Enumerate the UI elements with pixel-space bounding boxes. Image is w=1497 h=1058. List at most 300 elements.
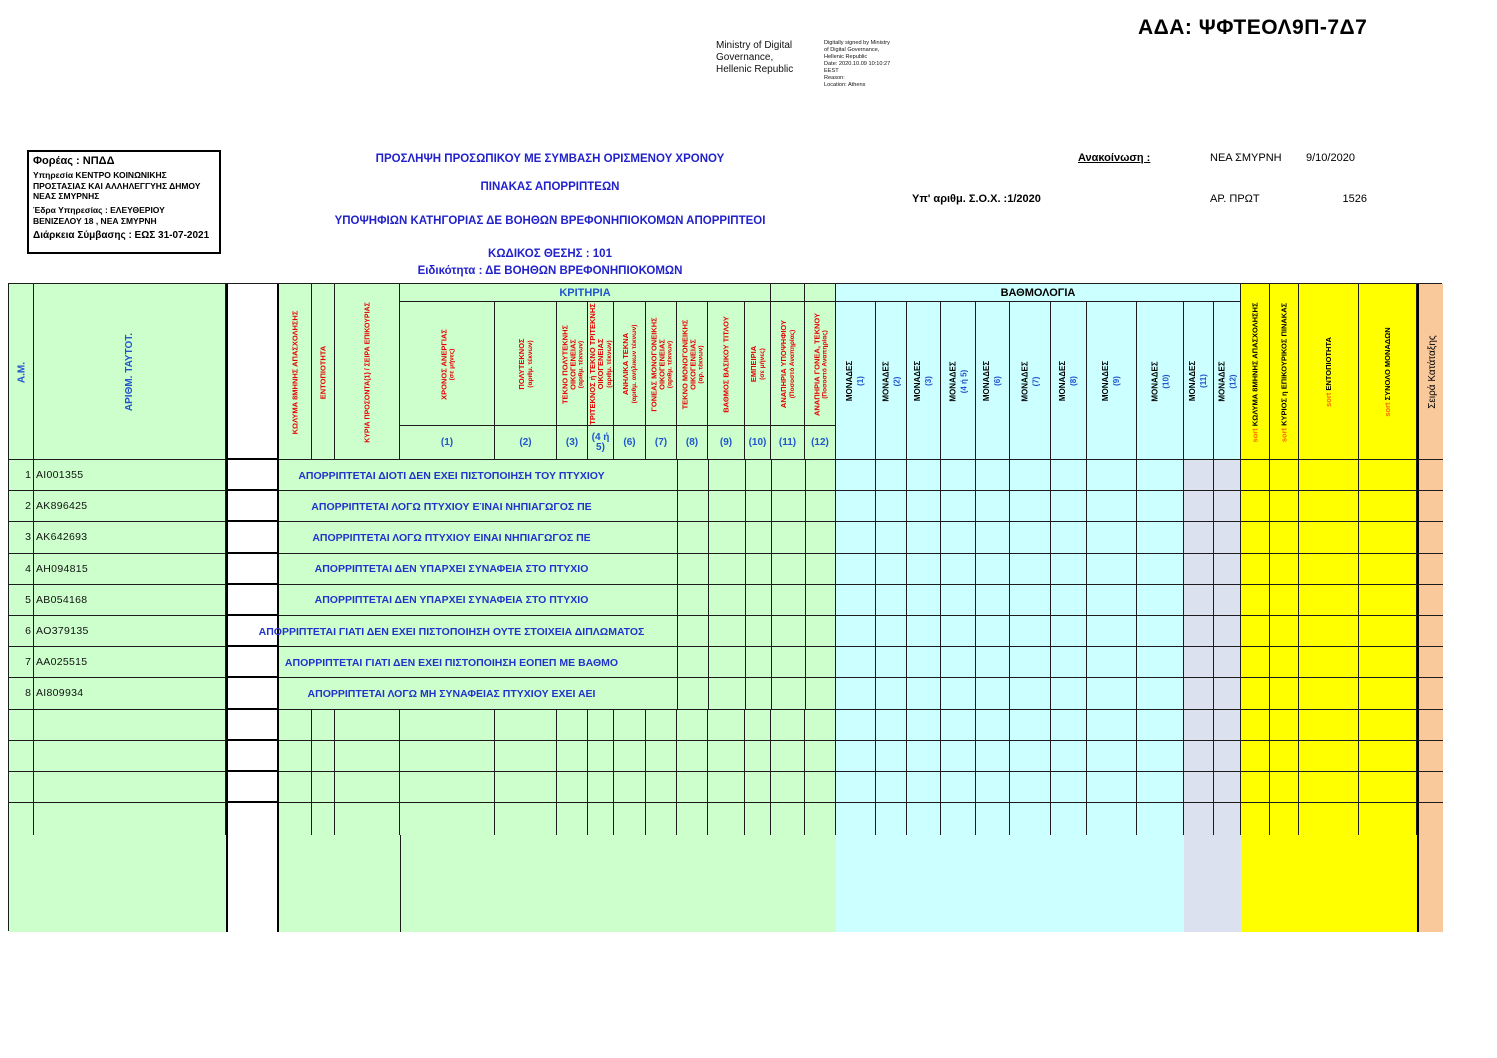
row-criteria-cell bbox=[646, 772, 677, 803]
stub-row-cell bbox=[1417, 803, 1443, 835]
grid-line bbox=[708, 554, 709, 584]
row-score-cell bbox=[941, 616, 976, 647]
row-score-cell bbox=[1417, 460, 1443, 491]
row-score-cell bbox=[1299, 491, 1359, 522]
signature-detail-line: Location: Athens bbox=[824, 81, 866, 88]
stub-row-cell bbox=[941, 803, 976, 835]
row-score-cell bbox=[976, 585, 1010, 616]
grid-line bbox=[745, 460, 746, 490]
criteria-name: ΓΟΝΕΑΣ ΜΟΝΟΓΟΝΕΙΚΗΣ ΟΙΚΟΓΕΝΕΙΑΣ bbox=[648, 316, 666, 412]
monades-number: (7) bbox=[1030, 376, 1040, 386]
row-score-cell bbox=[1010, 460, 1051, 491]
grid-line bbox=[708, 460, 709, 490]
row-score-cell bbox=[1137, 710, 1184, 741]
row-score-cell bbox=[1184, 616, 1214, 647]
column-header-criteria-0 bbox=[400, 302, 495, 426]
row-score-cell bbox=[876, 554, 907, 585]
monades-number: (4 ή 5) bbox=[958, 369, 968, 393]
grid-line bbox=[745, 554, 746, 584]
sort-prefix: sort bbox=[1323, 392, 1333, 407]
row-score-cell bbox=[1299, 741, 1359, 772]
row-score-cell bbox=[907, 741, 941, 772]
stub-row-cell bbox=[805, 803, 836, 835]
row-score-cell bbox=[1087, 616, 1137, 647]
row-score-cell bbox=[907, 554, 941, 585]
column-header-criteria-4 bbox=[614, 302, 646, 426]
stub-row-cell bbox=[876, 803, 907, 835]
grid-line bbox=[677, 554, 678, 584]
row-score-cell bbox=[907, 647, 941, 678]
column-header-kyria-prosonta bbox=[335, 284, 400, 460]
row-score-cell bbox=[1299, 585, 1359, 616]
row-score-cell bbox=[1051, 772, 1087, 803]
rotated-text bbox=[708, 302, 745, 426]
row-score-cell bbox=[1087, 522, 1137, 553]
row-criteria-cell bbox=[312, 772, 335, 803]
criteria-sub: (αριθμ. ανήλικων τέκνων) bbox=[630, 324, 638, 404]
stub-row-cell bbox=[1137, 803, 1184, 835]
grid-line bbox=[745, 678, 746, 708]
row-criteria-cell bbox=[588, 741, 614, 772]
grid-line bbox=[708, 491, 709, 521]
row-criteria-cell bbox=[495, 772, 557, 803]
rotated-text bbox=[1137, 302, 1184, 460]
rotated-text bbox=[876, 302, 907, 460]
row-score-cell bbox=[1214, 710, 1241, 741]
monades-label: ΜΟΝΑΔΕΣ bbox=[1188, 360, 1198, 402]
row-score-cell bbox=[836, 741, 876, 772]
agency-service: Υπηρεσία ΚΕΝΤΡΟ ΚΟΙΝΩΝΙΚΗΣ ΠΡΟΣΤΑΣΙΑΣ ΚΑΙ ΑΛΛΗΛΕΓΓΥΗΣ ΔΗΜΟΥ ΝΕΑΣ ΣΜΥΡΝΗΣ bbox=[33, 170, 201, 202]
column-header-criteria-8 bbox=[745, 302, 771, 426]
id-number-label: ΑΡΙΘΜ. ΤΑΥΤΟΤ. bbox=[124, 332, 136, 412]
rotated-text bbox=[400, 302, 495, 426]
row-score-cell bbox=[1241, 772, 1270, 803]
grid-line bbox=[771, 491, 772, 521]
row-criteria-cell bbox=[646, 741, 677, 772]
row-criteria-cell bbox=[279, 710, 312, 741]
row-score-cell bbox=[1359, 491, 1417, 522]
row-score-cell bbox=[1184, 554, 1214, 585]
criteria-sub: (αριθμ. τέκνων) bbox=[666, 340, 674, 388]
row-score-cell bbox=[1010, 616, 1051, 647]
rotated-text bbox=[1184, 302, 1214, 460]
signature-detail-line: Date: 2020.10.09 10:10:27 bbox=[824, 60, 891, 67]
row-score-cell bbox=[1184, 647, 1214, 678]
column-header-id-number bbox=[34, 284, 226, 460]
monades-number: (2) bbox=[891, 376, 901, 386]
row-score-cell bbox=[907, 678, 941, 709]
row-score-cell bbox=[976, 678, 1010, 709]
grid-line bbox=[745, 616, 746, 646]
criteria-name: ΒΑΘΜΟΣ ΒΑΣΙΚΟΥ ΤΙΤΛΟΥ bbox=[721, 315, 731, 413]
column-header-criteria-9 bbox=[771, 302, 805, 426]
criteria-sub: (αριθμ. τέκνων) bbox=[526, 340, 534, 388]
row-index-cell: 8 bbox=[9, 678, 34, 709]
row-criteria-cell bbox=[805, 710, 836, 741]
row-score-cell bbox=[1184, 710, 1214, 741]
row-id-cell bbox=[34, 741, 226, 772]
row-index-cell: 7 bbox=[9, 647, 34, 678]
row-score-cell bbox=[1087, 491, 1137, 522]
row-score-cell bbox=[1010, 741, 1051, 772]
row-score-cell bbox=[836, 710, 876, 741]
row-score-cell bbox=[1051, 710, 1087, 741]
row-criteria-cell bbox=[708, 710, 745, 741]
row-criteria-cell bbox=[312, 710, 335, 741]
row-score-cell bbox=[1010, 491, 1051, 522]
row-score-cell bbox=[1359, 585, 1417, 616]
row-score-cell bbox=[1087, 710, 1137, 741]
row-score-cell bbox=[1184, 678, 1214, 709]
agency-entity: Φορέας : ΝΠΔΔ bbox=[33, 155, 115, 167]
criteria-sub: (σε μήνες) bbox=[448, 348, 456, 380]
row-score-cell bbox=[1010, 710, 1051, 741]
row-score-cell bbox=[1137, 491, 1184, 522]
row-score-cell bbox=[1270, 710, 1299, 741]
grid-line bbox=[708, 585, 709, 615]
column-header-monades-3 bbox=[941, 302, 976, 460]
row-score-cell bbox=[836, 772, 876, 803]
row-score-cell bbox=[876, 741, 907, 772]
grid-line bbox=[771, 460, 772, 490]
row-id-cell: AA025515 bbox=[34, 647, 226, 678]
stub-row-cell bbox=[646, 803, 677, 835]
row-score-cell bbox=[976, 522, 1010, 553]
criteria-number: (1) bbox=[400, 426, 495, 460]
grid-line bbox=[677, 491, 678, 521]
stub-row-cell bbox=[836, 803, 876, 835]
agency-contract-duration: Διάρκεια Σύμβασης : ΕΩΣ 31-07-2021 bbox=[33, 230, 210, 242]
grid-line bbox=[805, 491, 806, 521]
grid-line bbox=[745, 585, 746, 615]
announcement-date: 9/10/2020 bbox=[1306, 152, 1355, 164]
grid-line bbox=[805, 460, 806, 490]
row-score-cell bbox=[1214, 460, 1241, 491]
rejection-reason: ΑΠΟΡΡΙΠΤΕΤΑΙ ΓΙΑΤΙ ΔΕΝ ΕΧΕΙ ΠΙΣΤΟΠΟΙΗΣΗ ΕΟΠΕΠ ΜΕ ΒΑΘΜΟ bbox=[284, 656, 619, 669]
column-header-criteria-6 bbox=[677, 302, 708, 426]
grid-line bbox=[677, 460, 678, 490]
row-index-cell: 3 bbox=[9, 522, 34, 553]
row-criteria-cell bbox=[557, 741, 588, 772]
protocol-number: 1526 bbox=[1342, 193, 1367, 205]
row-score-cell bbox=[976, 741, 1010, 772]
rejected-candidates-table bbox=[8, 283, 1442, 931]
row-score-cell bbox=[907, 460, 941, 491]
row-score-cell bbox=[1241, 647, 1270, 678]
row-score-cell bbox=[1051, 585, 1087, 616]
column-header-criteria-2 bbox=[557, 302, 588, 426]
row-score-cell bbox=[941, 585, 976, 616]
digital-signature-details bbox=[824, 40, 944, 89]
monades-label: ΜΟΝΑΔΕΣ bbox=[1216, 360, 1226, 402]
row-score-cell bbox=[941, 678, 976, 709]
sort-label: ΚΥΡΙΟΣ η ΕΠΙΚΟΥΡΙΚΟΣ ΠΙΝΑΚΑΣ bbox=[1279, 302, 1289, 426]
row-score-cell bbox=[1214, 647, 1241, 678]
sort-column-label bbox=[1280, 302, 1288, 441]
row-criteria-cell bbox=[646, 710, 677, 741]
row-score-cell bbox=[1270, 554, 1299, 585]
row-criteria-cell bbox=[677, 741, 708, 772]
column-header-monades-5 bbox=[1010, 302, 1051, 460]
monades-number: (3) bbox=[924, 376, 933, 386]
row-score-cell bbox=[1184, 460, 1214, 491]
row-score-cell bbox=[1241, 678, 1270, 709]
row-score-cell bbox=[1417, 741, 1443, 772]
row-score-cell bbox=[941, 554, 976, 585]
sort-label: ΚΩΛΥΜΑ 8ΜΗΝΗΣ ΑΠΑΣΧΟΛΗΣΗΣ bbox=[1250, 302, 1260, 426]
criteria-sub: (Ποσοστό Αναπηρίας) bbox=[788, 329, 796, 399]
monades-label: ΜΟΝΑΔΕΣ bbox=[913, 360, 923, 402]
row-score-cell bbox=[1359, 616, 1417, 647]
row-score-cell bbox=[1270, 522, 1299, 553]
block-white-strip bbox=[226, 835, 279, 932]
row-criteria-cell bbox=[495, 741, 557, 772]
sort-column-label bbox=[1325, 337, 1333, 407]
column-header-monades-6 bbox=[1051, 302, 1087, 460]
monades-label: ΜΟΝΑΔΕΣ bbox=[947, 360, 957, 402]
signature-detail-line: EEST bbox=[824, 67, 839, 74]
row-score-cell bbox=[1214, 491, 1241, 522]
monades-label: ΜΟΝΑΔΕΣ bbox=[982, 360, 992, 402]
row-score-cell bbox=[1270, 647, 1299, 678]
row-criteria-cell bbox=[771, 741, 805, 772]
row-score-cell bbox=[1010, 678, 1051, 709]
row-criteria-cell bbox=[312, 741, 335, 772]
stub-row-cell bbox=[708, 803, 745, 835]
criteria-number: (2) bbox=[495, 426, 557, 460]
grid-line bbox=[708, 522, 709, 552]
row-criteria-cell bbox=[614, 772, 646, 803]
stub-row-cell bbox=[34, 803, 226, 835]
stub-row-cell bbox=[1241, 803, 1270, 835]
grid-line bbox=[745, 647, 746, 677]
row-score-cell bbox=[1010, 554, 1051, 585]
ada-code: ΑΔΑ: ΨΦΤΕΟΛ9Π-7Δ7 bbox=[1138, 16, 1368, 39]
stub-row-cell bbox=[1359, 803, 1417, 835]
sort-prefix: sort bbox=[1279, 427, 1289, 442]
row-score-cell bbox=[941, 522, 976, 553]
row-score-cell bbox=[907, 522, 941, 553]
row-score-cell bbox=[1359, 522, 1417, 553]
row-score-cell bbox=[1241, 710, 1270, 741]
row-index-cell bbox=[9, 772, 34, 803]
row-score-cell bbox=[1137, 585, 1184, 616]
row-id-cell: AB054168 bbox=[34, 585, 226, 616]
row-score-cell bbox=[876, 491, 907, 522]
rotated-text bbox=[9, 284, 34, 460]
monades-number: (10) bbox=[1160, 373, 1170, 389]
stub-row-cell bbox=[495, 803, 557, 835]
rotated-text bbox=[1270, 284, 1299, 460]
grid-line bbox=[771, 678, 772, 708]
block-cyan-band bbox=[836, 835, 1184, 932]
row-score-cell bbox=[1299, 554, 1359, 585]
grid-line bbox=[745, 491, 746, 521]
monades-label: ΜΟΝΑΔΕΣ bbox=[1019, 360, 1029, 402]
rejection-reason: ΑΠΟΡΡΙΠΤΕΤΑΙ ΔΙΟΤΙ ΔΕΝ ΕΧΕΙ ΠΙΣΤΟΠΟΙΗΣΗ ΤΟΥ ΠΤΥΧΙΟΥ bbox=[298, 469, 605, 482]
row-score-cell bbox=[1299, 460, 1359, 491]
row-score-cell bbox=[941, 710, 976, 741]
row-id-cell: AH094815 bbox=[34, 554, 226, 585]
row-criteria-cell bbox=[677, 772, 708, 803]
agency-info-box bbox=[27, 150, 221, 254]
row-criteria-cell bbox=[588, 710, 614, 741]
criteria-sub: (Ποσοστό Αναπηρίας) bbox=[821, 329, 829, 399]
announcement-city: ΝΕΑ ΣΜΥΡΝΗ bbox=[1210, 152, 1282, 164]
digital-signature-org bbox=[716, 40, 824, 76]
row-criteria-cell bbox=[400, 772, 495, 803]
criteria-number: (11) bbox=[771, 426, 805, 460]
rejection-reason: ΑΠΟΡΡΙΠΤΕΤΑΙ ΔΕΝ ΥΠΑΡΧΕΙ ΣΥΝΑΦΕΙΑ ΣΤΟ ΠΤΥΧΙΟ bbox=[314, 594, 589, 607]
row-score-cell bbox=[876, 522, 907, 553]
column-header-criteria-7 bbox=[708, 302, 745, 426]
row-score-cell bbox=[1359, 678, 1417, 709]
row-id-cell bbox=[34, 772, 226, 803]
column-header-criteria-1 bbox=[495, 302, 557, 426]
column-header-monades-9 bbox=[1184, 302, 1214, 460]
position-code: ΚΩΔΙΚΟΣ ΘΕΣΗΣ : 101 bbox=[488, 248, 612, 260]
column-header-kolyma bbox=[279, 284, 312, 460]
rejection-reason: ΑΠΟΡΡΙΠΤΕΤΑΙ ΛΟΓΩ ΠΤΥΧΙΟΥ ΕΙΝΑΙ ΝΗΠΙΑΓΩΓΟΣ ΠΕ bbox=[312, 531, 591, 544]
stub-row-cell bbox=[976, 803, 1010, 835]
row-score-cell bbox=[1087, 585, 1137, 616]
sort-prefix: sort bbox=[1250, 427, 1260, 442]
stub-row-cell bbox=[226, 803, 279, 835]
row-score-cell bbox=[1299, 772, 1359, 803]
signature-org-line: Governance, bbox=[716, 52, 774, 63]
rotated-text bbox=[1359, 284, 1417, 460]
band-kritiria: ΚΡΙΤΗΡΙΑ bbox=[400, 284, 771, 302]
row-score-cell bbox=[1241, 554, 1270, 585]
row-gap-cell bbox=[226, 710, 279, 741]
rejection-reason: ΑΠΟΡΡΙΠΤΕΤΑΙ ΛΟΓΩ ΠΤΥΧΙΟΥ ΕΊΝΑΙ ΝΗΠΙΑΓΩΓΟΣ ΠΕ bbox=[311, 500, 592, 513]
row-criteria-cell bbox=[614, 710, 646, 741]
row-score-cell bbox=[1270, 460, 1299, 491]
row-score-cell bbox=[1270, 585, 1299, 616]
signature-org-line: Hellenic Republic bbox=[716, 64, 794, 75]
row-criteria-cell bbox=[614, 741, 646, 772]
monades-number: (9) bbox=[1112, 376, 1121, 386]
row-score-cell bbox=[1214, 678, 1241, 709]
row-score-cell bbox=[1087, 554, 1137, 585]
rotated-text bbox=[34, 284, 226, 460]
grid-line bbox=[677, 616, 678, 646]
row-score-cell bbox=[1417, 710, 1443, 741]
column-header-rank bbox=[1417, 284, 1443, 460]
row-score-cell bbox=[1270, 741, 1299, 772]
rotated-text bbox=[1241, 284, 1270, 460]
row-criteria-cell bbox=[708, 741, 745, 772]
criteria-name: ΤΕΚΝΟ ΠΟΛΥΤΕΚΝΗΣ ΟΙΚΟΓΕΝΕΙΑΣ bbox=[559, 324, 577, 404]
row-score-cell bbox=[1417, 772, 1443, 803]
row-score-cell bbox=[941, 491, 976, 522]
subtitle-rejected-table: ΠΙΝΑΚΑΣ ΑΠΟΡΡΙΠΤΕΩΝ bbox=[480, 181, 620, 193]
announcement-label: Ανακοίνωση : bbox=[1078, 152, 1151, 164]
column-header-criteria-5 bbox=[646, 302, 677, 426]
criteria-number: (4 ή 5) bbox=[588, 426, 614, 460]
row-score-cell bbox=[1184, 585, 1214, 616]
row-score-cell bbox=[1010, 522, 1051, 553]
block-green-band bbox=[9, 835, 836, 932]
band-vathmologia: ΒΑΘΜΟΛΟΓΙΑ bbox=[836, 284, 1241, 302]
rotated-text bbox=[1010, 302, 1051, 460]
rejection-reason: ΑΠΟΡΡΙΠΤΕΤΑΙ ΛΟΓΩ ΜΗ ΣΥΝΑΦΕΙΑΣ ΠΤΥΧΙΟΥ ΕΧΕΙ ΑΕΙ bbox=[307, 687, 596, 700]
monades-label: ΜΟΝΑΔΕΣ bbox=[1101, 360, 1111, 402]
grid-line bbox=[745, 522, 746, 552]
row-score-cell bbox=[976, 491, 1010, 522]
stub-row-cell bbox=[335, 803, 400, 835]
row-index-cell bbox=[9, 741, 34, 772]
row-index-cell: 2 bbox=[9, 491, 34, 522]
rotated-text bbox=[588, 302, 614, 426]
grid-line bbox=[677, 585, 678, 615]
column-header-monades-4 bbox=[976, 302, 1010, 460]
sox-reference: Υπ' αριθμ. Σ.Ο.Χ. :1/2020 bbox=[912, 193, 1041, 205]
grid-line bbox=[708, 647, 709, 677]
grid-line bbox=[805, 647, 806, 677]
row-id-cell: AK642693 bbox=[34, 522, 226, 553]
rotated-text bbox=[1051, 302, 1087, 460]
stub-row-cell bbox=[279, 803, 312, 835]
row-score-cell bbox=[836, 491, 876, 522]
column-header-sort-2 bbox=[1299, 284, 1359, 460]
stub-row-cell bbox=[771, 803, 805, 835]
rotated-text bbox=[805, 302, 836, 426]
rotated-text bbox=[1214, 302, 1241, 460]
column-header-criteria-10 bbox=[805, 302, 836, 426]
monades-number: (8) bbox=[1069, 376, 1078, 386]
row-score-cell bbox=[1051, 554, 1087, 585]
row-score-cell bbox=[1087, 678, 1137, 709]
row-score-cell bbox=[876, 585, 907, 616]
row-score-cell bbox=[1241, 741, 1270, 772]
stub-row-cell bbox=[557, 803, 588, 835]
rotated-text bbox=[646, 302, 677, 426]
row-score-cell bbox=[1137, 678, 1184, 709]
signature-org-line: Ministry of Digital bbox=[716, 40, 793, 51]
monades-label: ΜΟΝΑΔΕΣ bbox=[1058, 360, 1068, 402]
row-score-cell bbox=[1417, 554, 1443, 585]
stub-row-cell bbox=[1051, 803, 1087, 835]
column-header-criteria-3 bbox=[588, 302, 614, 426]
row-score-cell bbox=[976, 647, 1010, 678]
stub-row-cell bbox=[1270, 803, 1299, 835]
row-score-cell bbox=[1214, 522, 1241, 553]
row-criteria-cell bbox=[400, 741, 495, 772]
row-criteria-cell bbox=[335, 710, 400, 741]
rotated-text bbox=[557, 302, 588, 426]
row-score-cell bbox=[876, 710, 907, 741]
row-score-cell bbox=[1417, 647, 1443, 678]
stub-row-cell bbox=[1214, 803, 1241, 835]
grid-line bbox=[771, 616, 772, 646]
row-score-cell bbox=[1184, 522, 1214, 553]
row-score-cell bbox=[1214, 772, 1241, 803]
row-criteria-cell bbox=[745, 710, 771, 741]
rotated-text bbox=[1087, 302, 1137, 460]
row-index-cell: 1 bbox=[9, 460, 34, 491]
rotated-text bbox=[614, 302, 646, 426]
row-score-cell bbox=[1241, 616, 1270, 647]
row-score-cell bbox=[1299, 678, 1359, 709]
row-criteria-cell bbox=[279, 741, 312, 772]
stub-row-cell bbox=[907, 803, 941, 835]
column-header-monades-10 bbox=[1214, 302, 1241, 460]
row-score-cell bbox=[976, 616, 1010, 647]
monades-label: ΜΟΝΑΔΕΣ bbox=[845, 360, 855, 402]
band-empty-cell bbox=[805, 284, 836, 302]
row-score-cell bbox=[1137, 741, 1184, 772]
